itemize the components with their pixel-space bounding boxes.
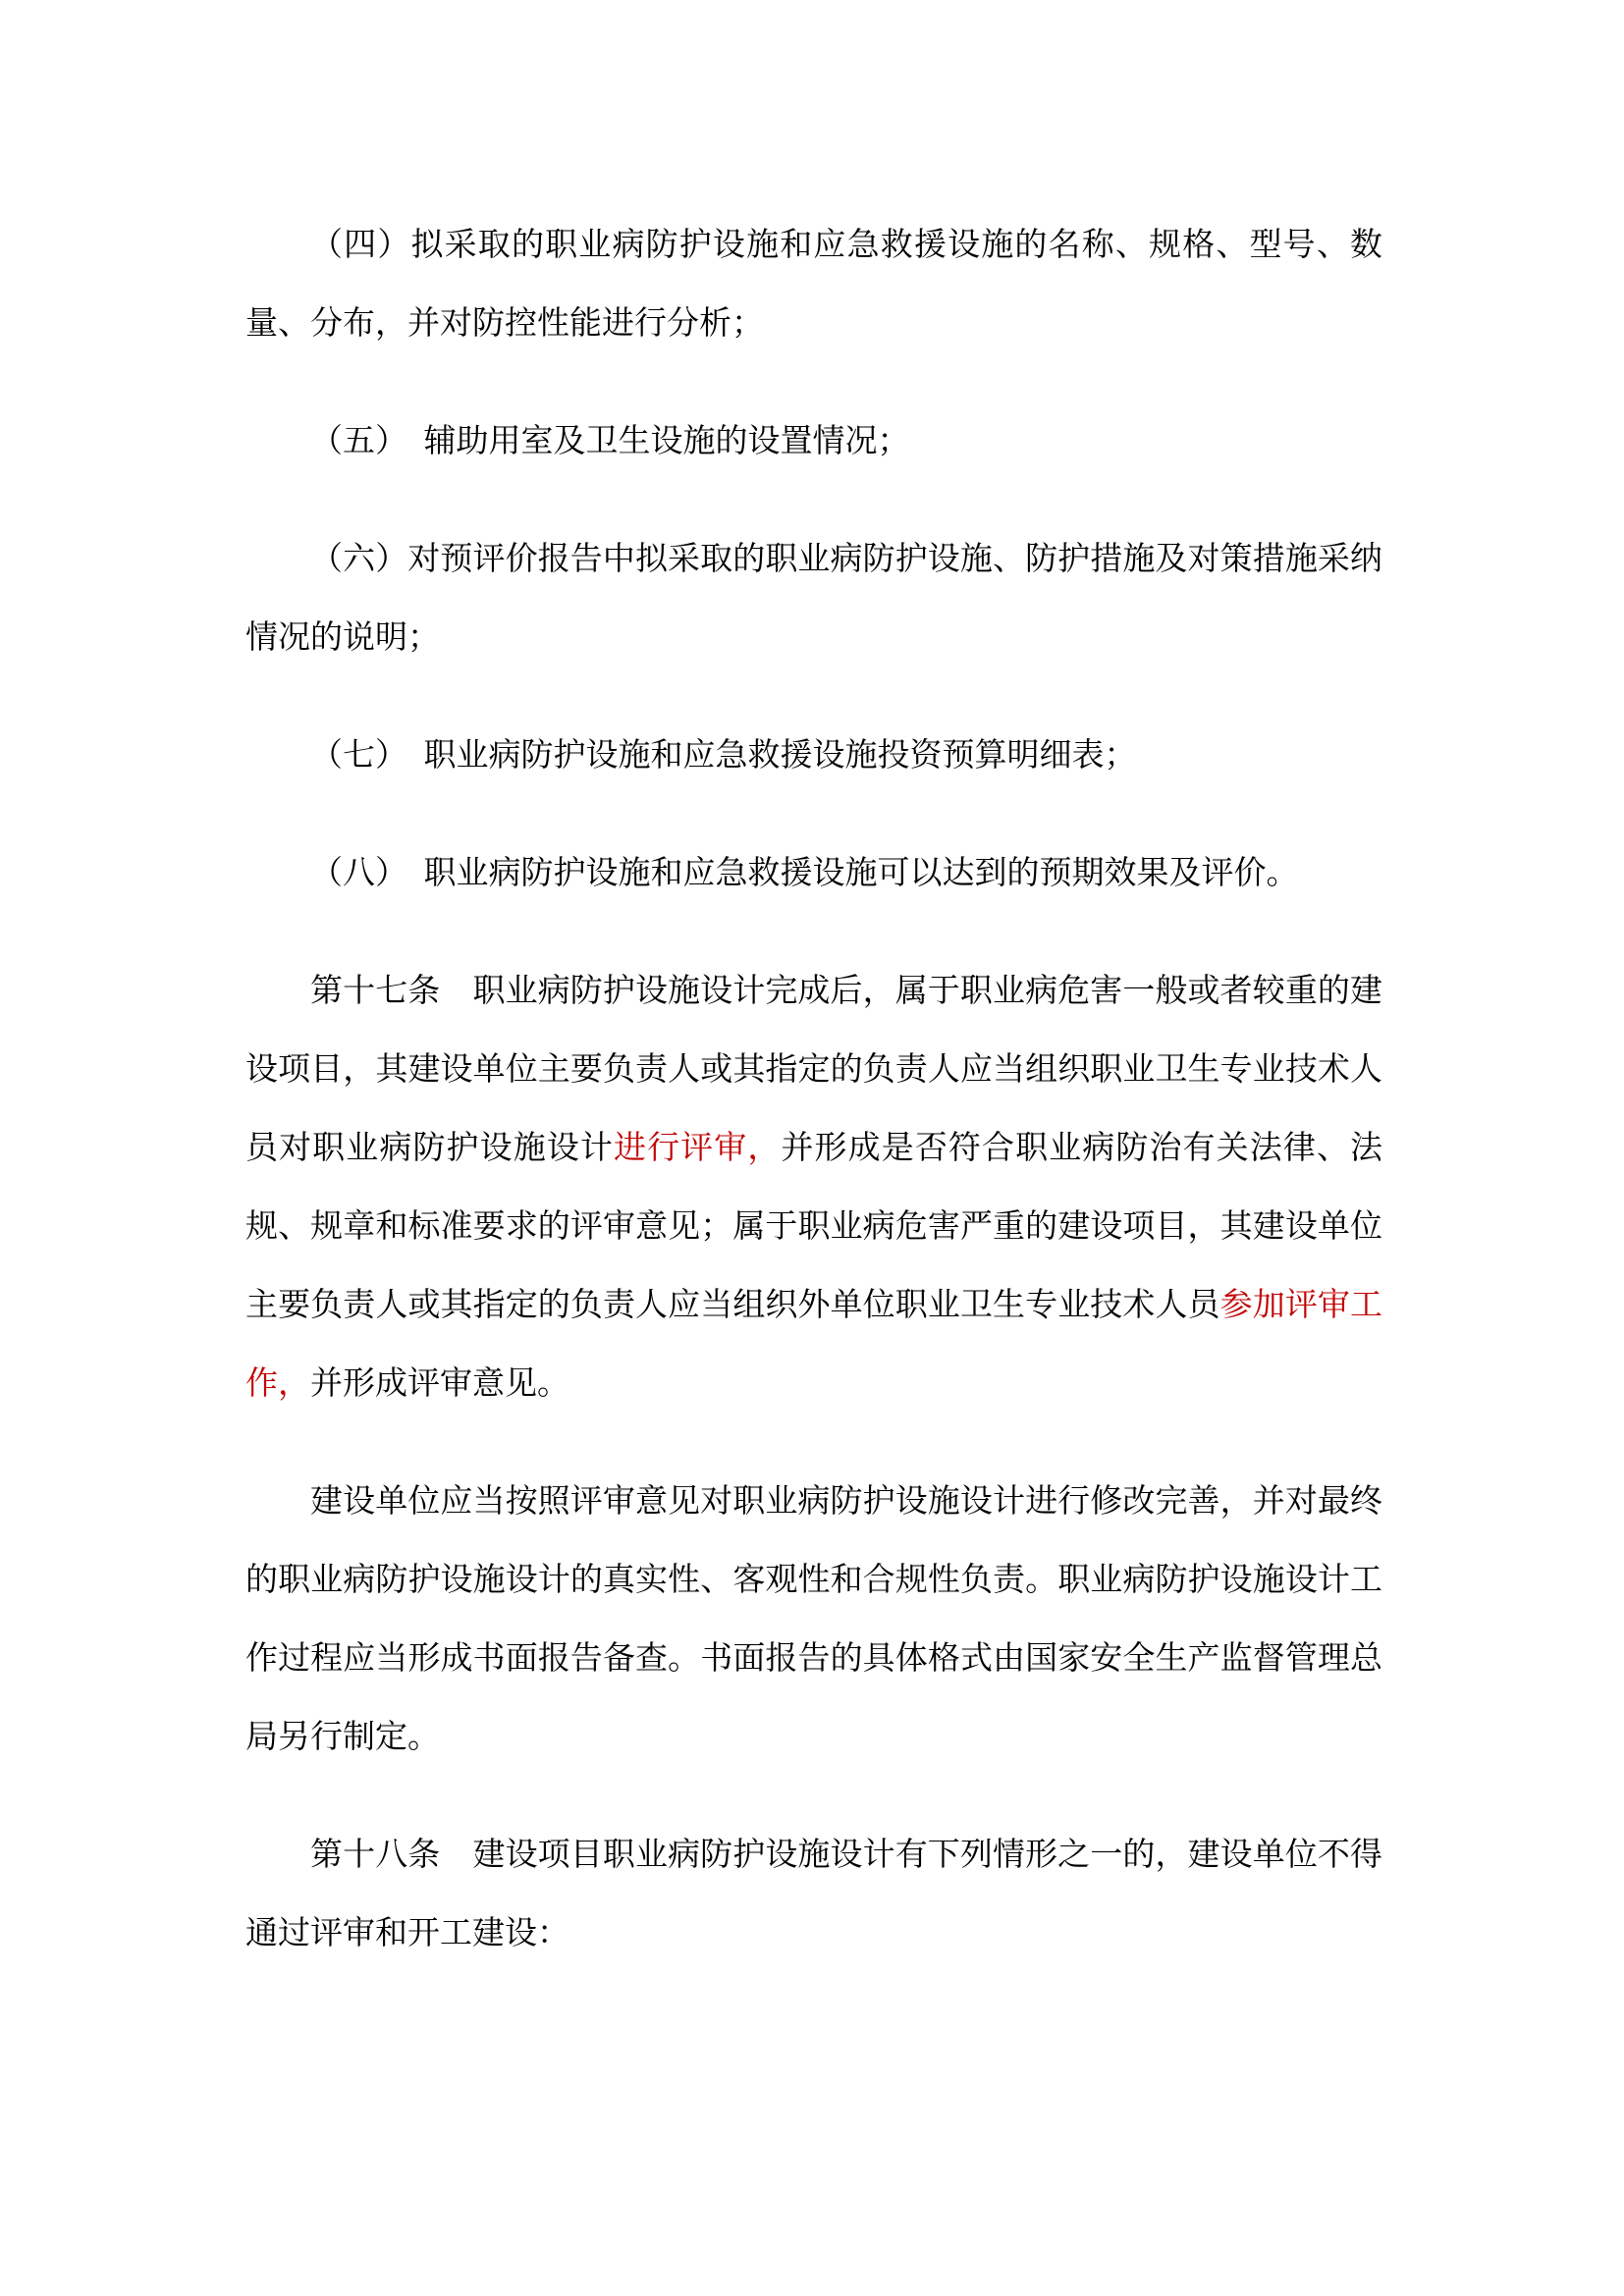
text-run: （八） 职业病防护设施和应急救援设施可以达到的预期效果及评价。 <box>310 856 1299 891</box>
paragraph <box>245 1463 1382 1777</box>
text-run: （七） 职业病防护设施和应急救援设施投资预算明细表； <box>310 738 1137 774</box>
text-run: （六）对预评价报告中拟采取的职业病防护设施、防护措施及对策措施采纳情况的说明； <box>245 542 1382 656</box>
text-run: （四）拟采取的职业病防护设施和应急救援设施的名称、规格、型号、数量、分布，并对防控性能进行分析； <box>245 228 1382 342</box>
text-run: 建设单位应当按照评审意见对职业病防护设施设计进行修改完善，并对最终的职业病防护设施设计的真实性、客观性和合规性负责。职业病防护设施设计工作过程应当形成书面报告备查。书面报告的具体格式由国家安全生产监督管理总局另行制定。 <box>245 1484 1382 1755</box>
text-run: （五） 辅助用室及卫生设施的设置情况； <box>310 424 910 459</box>
paragraph <box>245 1816 1382 1973</box>
red-text-run: 进行评审， <box>614 1131 782 1166</box>
paragraph <box>245 717 1382 795</box>
text-run: 第十八条 建设项目职业病防护设施设计有下列情形之一的，建设单位不得通过评审和开工建设： <box>245 1838 1382 1951</box>
red-text-run: 参加评审工作， <box>245 1288 1383 1402</box>
paragraph <box>245 402 1382 481</box>
paragraph <box>245 520 1382 677</box>
text-run: 第十七条 职业病防护设施设计完成后，属于职业病危害一般或者较重的建设项目，其建设单位主要负责人或其指定的负责人应当组织职业卫生专业技术人员对职业病防护设施设计 <box>245 974 1382 1166</box>
paragraph <box>245 206 1382 363</box>
paragraph <box>245 834 1382 913</box>
paragraph <box>245 952 1382 1423</box>
text-run: 并形成是否符合职业病防治有关法律、法规、规章和标准要求的评审意见；属于职业病危害严重的建设项目，其建设单位主要负责人或其指定的负责人应当组织外单位职业卫生专业技术人员 <box>245 1131 1383 1323</box>
text-run: 并形成评审意见。 <box>310 1366 569 1402</box>
